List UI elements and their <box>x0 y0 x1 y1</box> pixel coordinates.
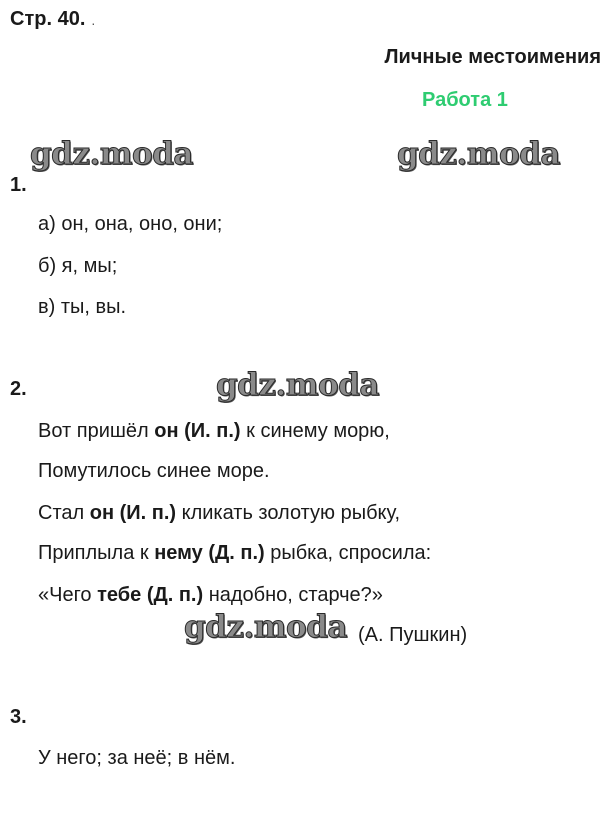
poem-text: Стал <box>38 502 90 524</box>
work-subtitle: Работа 1 <box>422 89 508 111</box>
pronoun-highlight: он (И. п.) <box>154 420 241 442</box>
pronoun-highlight: он (И. п.) <box>89 502 177 524</box>
task-1-number: 1. <box>10 174 27 196</box>
poem-line <box>38 502 400 525</box>
poem-text: кликать золотую рыбку, <box>176 502 401 524</box>
poem-text: к синему морю, <box>240 420 390 442</box>
poem-line <box>38 542 431 565</box>
poem-author: (А. Пушкин) <box>358 624 468 646</box>
pronoun-highlight: нему (Д. п.) <box>154 542 265 564</box>
poem-text: Приплыла к <box>38 542 155 564</box>
task-3-number: 3. <box>10 706 27 728</box>
task-3-answer: У него; за неё; в нём. <box>38 747 236 769</box>
poem-text: «Чего <box>38 584 98 606</box>
poem-text: Вот пришёл <box>38 420 155 442</box>
watermark: gdz.moda <box>184 609 347 645</box>
page-number-text: Стр. 40. <box>10 8 86 30</box>
watermark: gdz.moda <box>30 136 193 172</box>
poem-text: рыбка, спросила: <box>264 542 432 564</box>
page-number <box>10 8 95 31</box>
watermark: gdz.moda <box>216 367 379 403</box>
poem-text: Помутилось синее море. <box>38 460 270 482</box>
page-title: Личные местоимения <box>384 46 601 68</box>
task-2-number: 2. <box>10 378 27 400</box>
task-1-line-b: б) я, мы; <box>38 255 118 277</box>
watermark: gdz.moda <box>397 136 560 172</box>
task-1-line-a: а) он, она, оно, они; <box>38 213 223 235</box>
task-1-line-c: в) ты, вы. <box>38 296 127 318</box>
page-number-dot: . <box>91 12 96 28</box>
poem-line <box>38 584 383 607</box>
poem-line <box>38 420 390 443</box>
poem-text: надобно, старче?» <box>203 584 383 606</box>
poem-line <box>38 460 270 483</box>
pronoun-highlight: тебе (Д. п.) <box>97 584 204 606</box>
